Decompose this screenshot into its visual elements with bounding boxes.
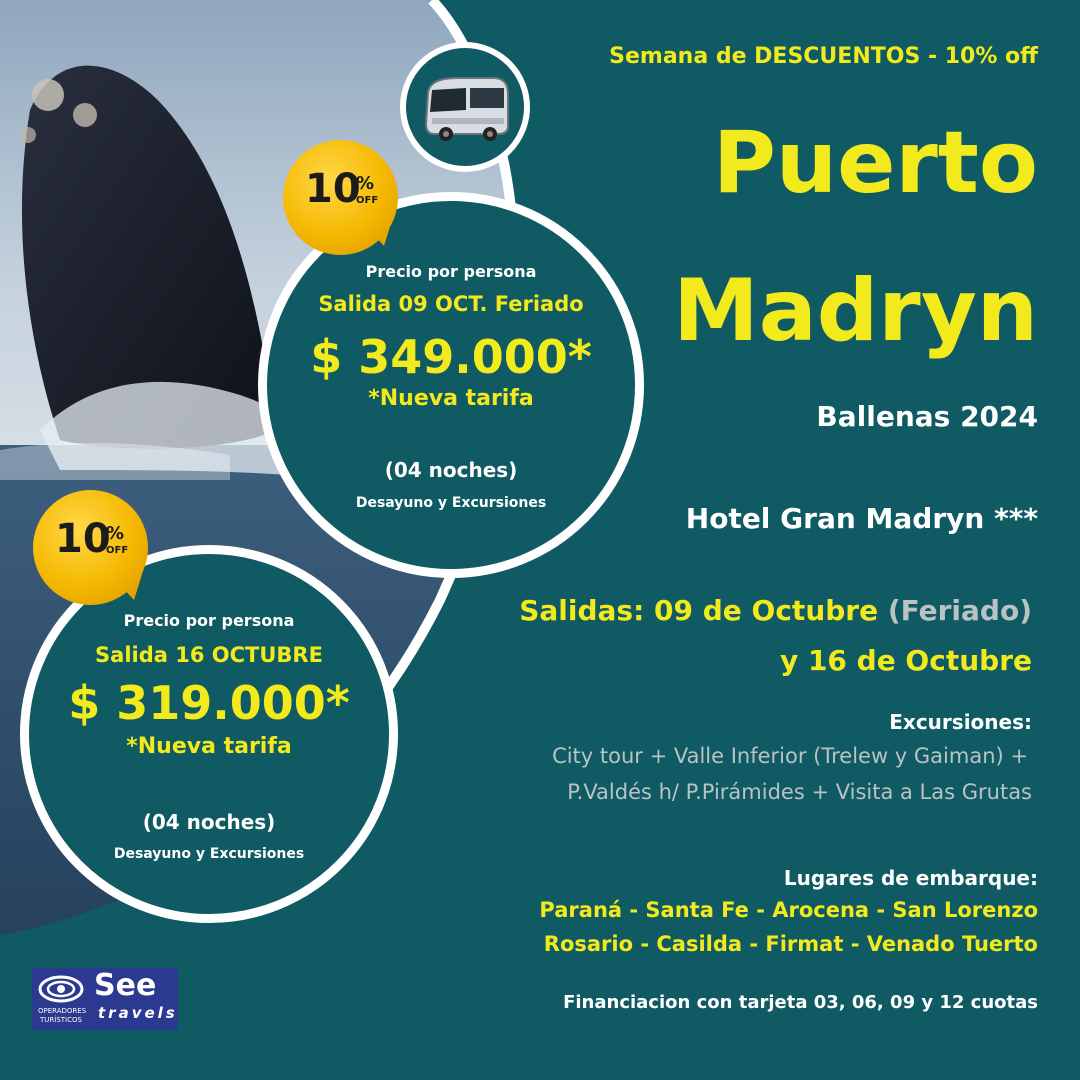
offer2-per-person: Precio por persona: [123, 611, 295, 630]
bus-icon: [406, 48, 524, 166]
logo-sub: travels: [98, 1004, 178, 1022]
boarding-line1: Paraná - Santa Fe - Arocena - San Lorenzo: [539, 898, 1038, 922]
see-travels-logo: [32, 968, 178, 1030]
bus-circle: [400, 42, 530, 172]
promo-header: Semana de DESCUENTOS - 10% off: [609, 44, 1038, 69]
departures-note: (Feriado): [887, 594, 1032, 627]
offer1-departure: Salida 09 OCT. Feriado: [318, 292, 584, 316]
offer1-includes: Desayuno y Excursiones: [355, 495, 547, 511]
boarding-line2: Rosario - Casilda - Firmat - Venado Tuerto: [543, 932, 1038, 956]
discount-badge-1: [283, 140, 398, 255]
departures-line2: y 16 de Octubre: [779, 644, 1032, 677]
excursions-line1: City tour + Valle Inferior (Trelew y Gaiman) +: [552, 744, 1028, 768]
excursions-line2: P.Valdés h/ P.Pirámides + Visita a Las Grutas: [567, 780, 1032, 804]
badge2-number: 10: [55, 516, 111, 562]
excursions-label: Excursiones:: [889, 710, 1032, 734]
offer2-includes: Desayuno y Excursiones: [113, 846, 305, 862]
logo-tagline-1: OPERADORES: [38, 1007, 87, 1015]
offer1-nights: (04 noches): [384, 458, 518, 482]
financing-note: Financiacion con tarjeta 03, 06, 09 y 12 cuotas: [563, 992, 1038, 1013]
offer2-nights: (04 noches): [142, 810, 276, 834]
logo-eye-icon: [38, 974, 84, 1004]
destination-title-line1: Puerto: [712, 113, 1038, 213]
departures-line1: [519, 594, 1032, 627]
offer2-rate-note: *Nueva tarifa: [126, 734, 292, 759]
destination-title-line2: Madryn: [673, 261, 1038, 361]
offer2-departure: Salida 16 OCTUBRE: [95, 643, 323, 667]
offer1-rate-note: *Nueva tarifa: [368, 386, 534, 411]
departures-label: Salidas: 09 de Octubre: [519, 594, 879, 627]
discount-badge-2: [33, 490, 148, 605]
badge1-off: OFF: [356, 195, 379, 206]
offer1-per-person: Precio por persona: [365, 262, 537, 281]
badge1-number: 10: [305, 166, 361, 212]
offer2-price: $ 319.000*: [68, 676, 350, 730]
boarding-label: Lugares de embarque:: [783, 866, 1038, 890]
logo-brand: See: [94, 968, 157, 1003]
subtitle: Ballenas 2024: [816, 400, 1038, 433]
badge2-percent: %: [106, 523, 125, 544]
hotel-name: Hotel Gran Madryn ***: [685, 502, 1038, 535]
logo-tagline-2: TURÍSTICOS: [40, 1016, 82, 1024]
offer1-price: $ 349.000*: [310, 330, 592, 384]
badge1-percent: %: [356, 173, 375, 194]
badge2-off: OFF: [106, 545, 129, 556]
